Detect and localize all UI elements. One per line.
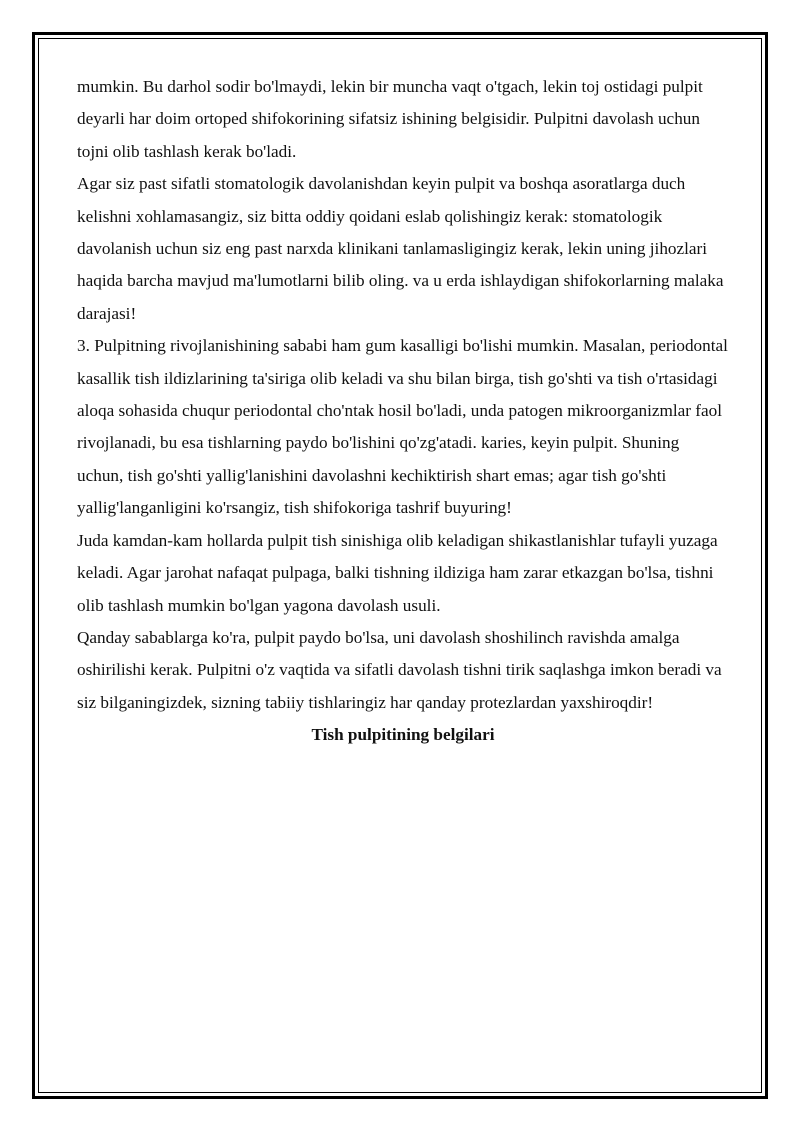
paragraph-3: 3. Pulpitning rivojlanishining sababi ham gum kasalligi bo'lishi mumkin. Masalan, periodontal kasallik tish ildizlarining ta'siriga olib keladi va shu bilan birga, tish go'shti va tish o'rtasidagi aloqa sohasida chuqur periodontal cho'ntak hosil bo'ladi, unda patogen mikroorganizmlar faol rivojlanadi, bu esa tishlarning paydo bo'lishini qo'zg'atadi. karies, keyin pulpit. Shuning uchun, tish go'shti yallig'lanishini davolashni kechiktirish shart emas; agar tish go'shti yallig'langanligini ko'rsangiz, tish shifokoriga tashrif buyuring! — [77, 336, 728, 518]
paragraph-4: Juda kamdan-kam hollarda pulpit tish sinishiga olib keladigan shikastlanishlar tufayli yuzaga keladi. Agar jarohat nafaqat pulpaga, balki tishning ildiziga ham zarar etkazgan bo'lsa, tishni olib tashlash mumkin bo'lgan yagona davolash usuli. — [77, 530, 718, 615]
section-heading: Tish pulpitining belgilari — [311, 725, 495, 745]
paragraph-1: mumkin. Bu darhol sodir bo'lmaydi, lekin bir muncha vaqt o'tgach, lekin toj ostidagi pulpit deyarli har doim ortoped shifokorining sifatsiz ishining belgisidir. Pulpitni davolash uchun tojni olib tashlash kerak bo'ladi. — [77, 77, 703, 161]
paragraph-2: Agar siz past sifatli stomatologik davolanishdan keyin pulpit va boshqa asoratlarga duch kelishni xohlamasangiz, siz bitta oddiy qoidani eslab qolishingiz kerak: stomatologik davolanish uchun siz eng past narxda klinikani tanlamasligingiz kerak, lekin uning jihozlari haqida barcha mavjud ma'lumotlarni bilib oling. va u erda ishlaydigan shifokorlarning malaka darajasi! — [77, 174, 724, 323]
document-body — [77, 71, 729, 752]
paragraph-5: Qanday sabablarga ko'ra, pulpit paydo bo'lsa, uni davolash shoshilinch ravishda amalga oshirilishi kerak. Pulpitni o'z vaqtida va sifatli davolash tishni tirik saqlashga imkon beradi va siz bilganingizdek, sizning tabiiy tishlaringiz har qanday protezlardan yaxshiroqdir! — [77, 627, 722, 712]
